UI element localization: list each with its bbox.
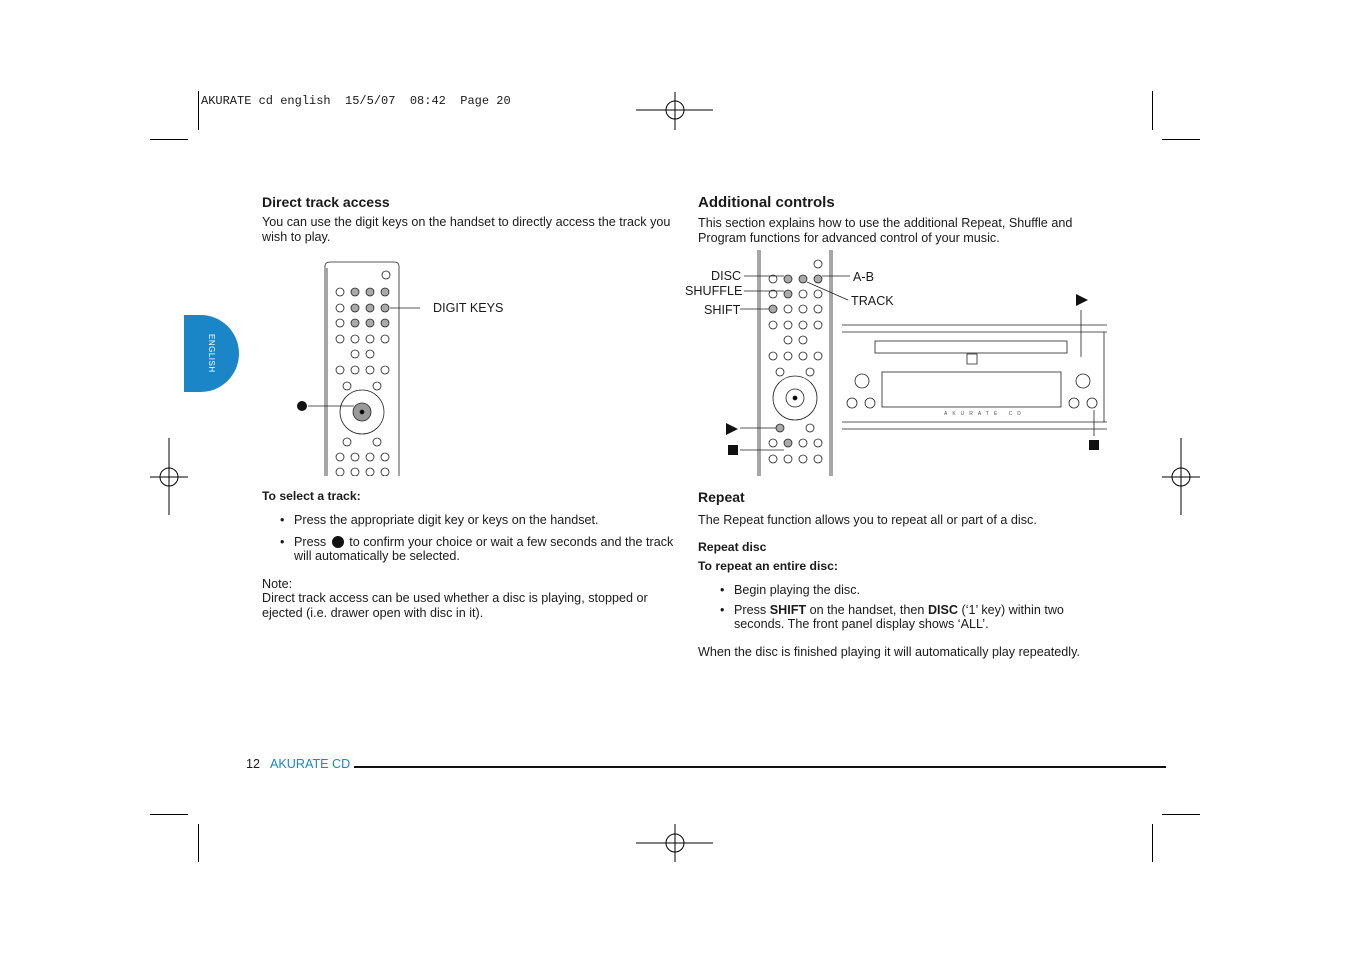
list-item: • Begin playing the disc. (714, 583, 1094, 598)
disc-callout: DISC (711, 269, 742, 283)
shift-key-name: SHIFT (769, 602, 807, 617)
footer-title: AKURATE CD (270, 757, 351, 771)
language-tab-label-wrap (184, 315, 239, 392)
repeat-closing: When the disc is finished playing it will automatically play repeatedly. (698, 645, 1080, 659)
bullet-text: Press (734, 602, 767, 617)
repeat-entire-heading: To repeat an entire disc: (698, 559, 838, 573)
bullet-text: Press (294, 534, 327, 549)
bullet-text: to confirm your choice or wait a few seconds and the track will automatically be selected. (294, 534, 674, 563)
page-number: 12 (246, 757, 261, 771)
track-callout: TRACK (851, 294, 894, 308)
ab-callout: A-B (853, 270, 874, 284)
print-slug: AKURATE cd english 15/5/07 08:42 Page 20 (201, 94, 511, 108)
repeat-disc-heading: Repeat disc (698, 540, 767, 554)
disc-key-name: DISC (927, 602, 959, 617)
note-text: Direct track access can be used whether a disc is playing, stopped or ejected (i.e. drawer open with disc in it). (262, 591, 648, 620)
repeat-disc-list (714, 583, 1094, 639)
note-label: Note: (262, 577, 293, 591)
remote-and-panel-illustration (700, 250, 1120, 480)
shift-callout: SHIFT (704, 303, 741, 317)
bullet-text: (‘1’ key) within two seconds. The front panel display shows ‘ALL’. (734, 602, 1064, 631)
select-track-heading: To select a track: (262, 489, 361, 503)
direct-track-heading: Direct track access (262, 194, 390, 210)
direct-track-intro: You can use the digit keys on the handset to directly access the track you wish to play. (262, 215, 671, 244)
list-item (714, 603, 1094, 632)
list-item (274, 535, 674, 564)
additional-controls-heading: Additional controls (698, 194, 835, 211)
language-tab-label: ENGLISH (207, 334, 216, 373)
select-track-list (274, 513, 674, 571)
shuffle-callout: SHUFFLE (685, 284, 743, 298)
repeat-heading: Repeat (698, 489, 745, 505)
footer-rule (354, 766, 1166, 768)
panel-brand: AKURATE CD (944, 411, 1026, 417)
bullet-text: on the handset, then (809, 602, 925, 617)
additional-controls-intro: This section explains how to use the additional Repeat, Shuffle and Program functions for advanced control of your music. (698, 216, 1073, 245)
digit-keys-callout: DIGIT KEYS (433, 301, 504, 315)
repeat-intro: The Repeat function allows you to repeat all or part of a disc. (698, 513, 1037, 527)
list-item: • Press the appropriate digit key or keys on the handset. (274, 513, 674, 528)
remote-illustration (290, 258, 420, 476)
ok-button-icon (332, 536, 344, 548)
